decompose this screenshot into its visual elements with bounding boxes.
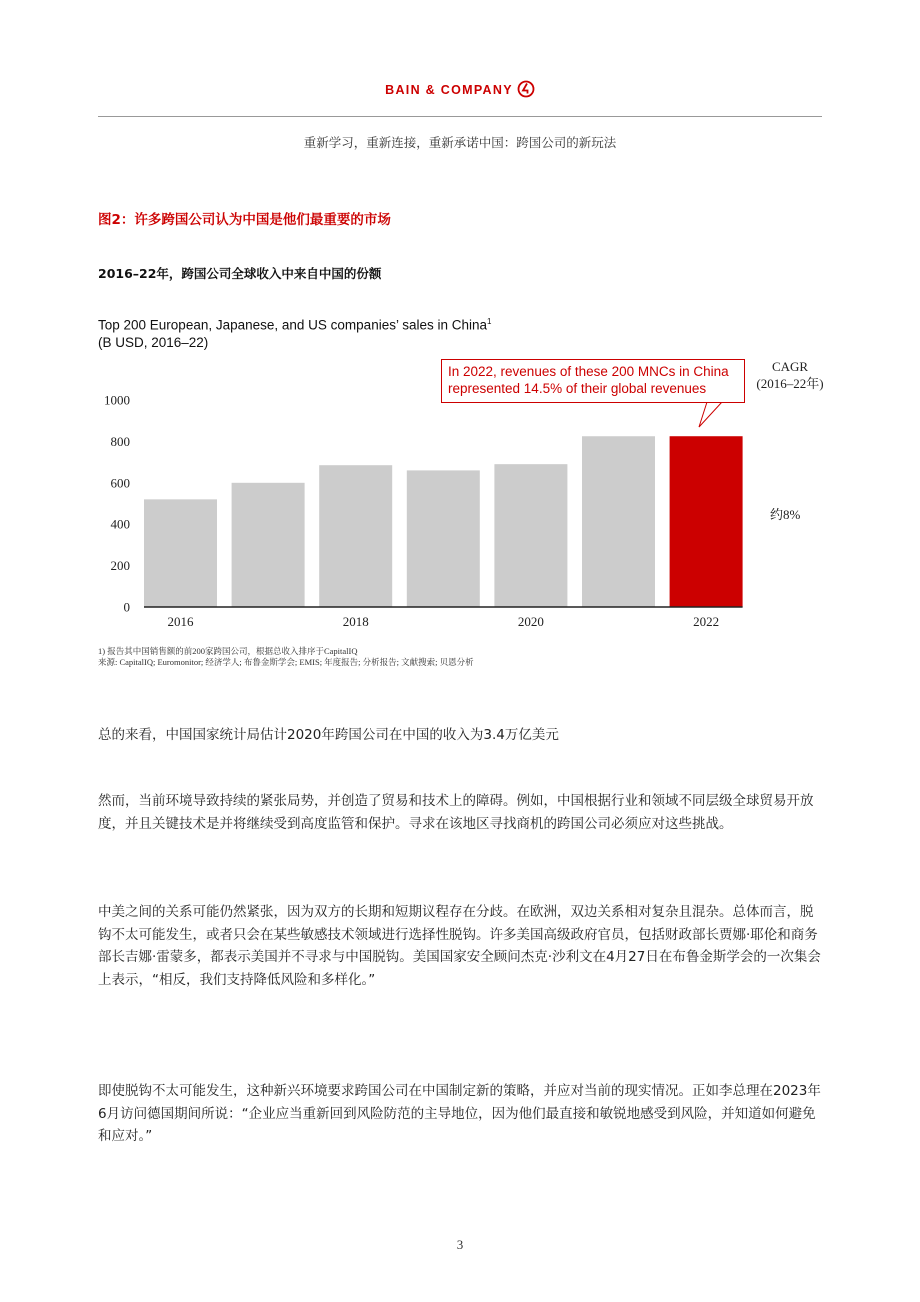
bar-2020 <box>494 464 567 607</box>
brand-logo <box>0 80 920 98</box>
paragraph-2: 然而，当前环境导致持续的紧张局势，并创造了贸易和技术上的障碍。例如，中国根据行业和领域不同层级全球贸易开放度，并且关键技术是并将继续受到高度监管和保护。寻求在该地区寻找商机的跨国公司必须应对这些挑战。 <box>98 793 814 832</box>
y-tick-label: 1000 <box>104 392 130 408</box>
cagr-label: CAGR <box>771 359 809 374</box>
header-divider <box>98 116 822 117</box>
chart-title-footnote-mark: 1 <box>487 317 492 326</box>
callout-line1: In 2022, revenues of these 200 MNCs in China <box>448 364 729 379</box>
callout-pointer <box>699 402 722 427</box>
page-number: 3 <box>456 1237 464 1252</box>
bar-2022 <box>670 436 743 607</box>
footnote-1: 1) 报告其中国销售额的前200家跨国公司，根据总收入排序于CapitalIQ <box>98 646 358 656</box>
x-tick-label: 2020 <box>517 614 544 629</box>
chart-callout <box>441 359 745 403</box>
y-tick-label: 600 <box>110 475 130 491</box>
x-tick-label: 2018 <box>342 614 369 629</box>
paragraph-3: 中美之间的关系可能仍然紧张，因为双方的长期和短期议程存在分歧。在欧洲，双边关系相对复杂且混杂。总体而言，脱钩不太可能发生，或者只会在某些敏感技术领域进行选择性脱钩。许多美国高级政府官员，包括财政部长贾娜·耶伦和商务部长吉娜·雷蒙多，都表示美国并不寻求与中国脱钩。美国国家安全顾问杰克·沙利文在4月27日在布鲁金斯学会的一次集会上表示，“相反，我们支持降低风险和多样化。” <box>98 904 821 988</box>
chart-title-line2: (B USD, 2016–22) <box>98 334 209 350</box>
y-tick-label: 400 <box>110 516 130 532</box>
bar-2021 <box>582 436 655 607</box>
callout-line2: represented 14.5% of their global revenues <box>448 381 707 396</box>
x-tick-label: 2016 <box>167 614 194 629</box>
source-note: 来源: CapitalIQ; Euromonitor; 经济学人; 布鲁金斯学会; EMIS; 年度报告; 分析报告; 文献搜索; 贝恩分析 <box>98 657 474 667</box>
x-tick-label: 2022 <box>693 614 720 629</box>
cagr-period: (2016–22年) <box>756 376 824 391</box>
chart-title <box>98 313 491 351</box>
figure-title: 图2：许多跨国公司认为中国是他们最重要的市场 <box>98 212 391 228</box>
brand-name: BAIN & COMPANY <box>385 83 513 97</box>
y-tick-label: 800 <box>110 433 130 449</box>
y-tick-label: 200 <box>110 558 130 574</box>
bar-2018 <box>319 465 392 607</box>
cagr-header <box>748 358 832 392</box>
figure-subtitle: 2016–22年，跨国公司全球收入中来自中国的份额 <box>98 266 382 281</box>
bar-2017 <box>232 483 305 607</box>
cagr-value: 约8% <box>770 507 801 522</box>
y-tick-label: 0 <box>123 599 130 615</box>
paragraph-1: 总的来看，中国国家统计局估计2020年跨国公司在中国的收入为3.4万亿美元 <box>98 727 559 743</box>
document-subtitle: 重新学习，重新连接，重新承诺中国：跨国公司的新玩法 <box>303 135 617 150</box>
bar-2016 <box>144 499 217 607</box>
brand-logo-icon <box>517 80 535 98</box>
paragraph-4: 即使脱钩不太可能发生，这种新兴环境要求跨国公司在中国制定新的策略，并应对当前的现实情况。正如李总理在2023年6月访问德国期间所说：“企业应当重新回到风险防范的主导地位，因为他们最直接和敏锐地感受到风险，并知道如何避免和应对。” <box>98 1083 821 1144</box>
figure-footnotes <box>98 646 474 668</box>
chart-title-line1: Top 200 European, Japanese, and US companies’ sales in China <box>98 317 488 333</box>
bar-2019 <box>407 470 480 607</box>
